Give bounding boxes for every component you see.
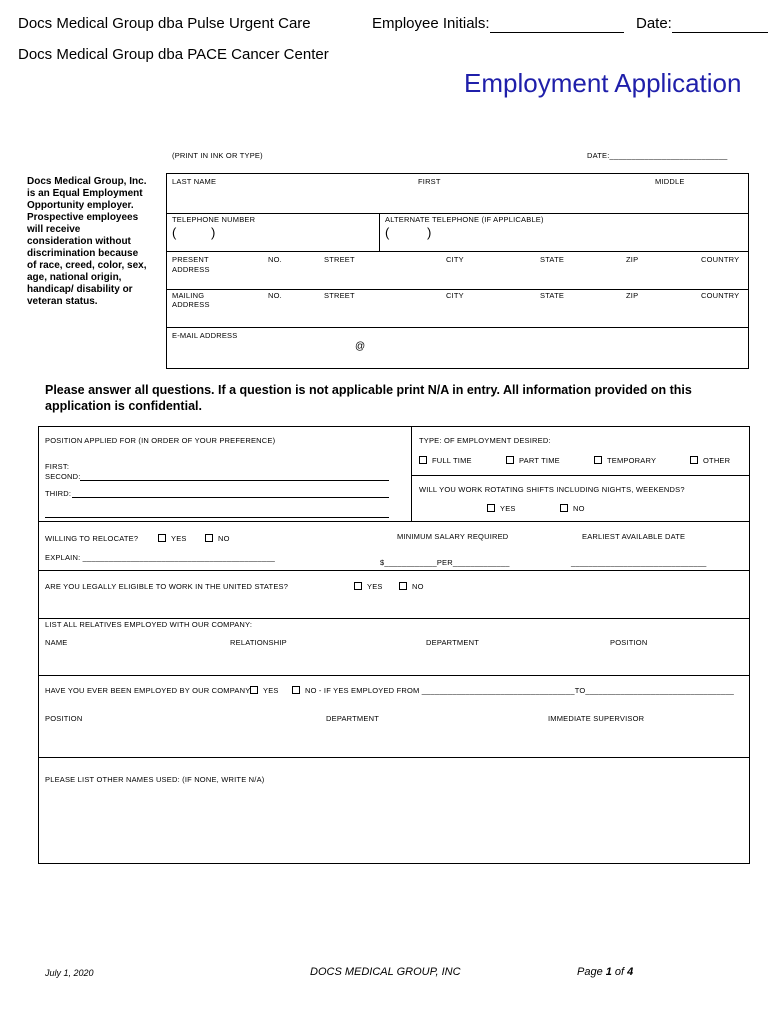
divider xyxy=(38,521,749,522)
personal-info-box xyxy=(166,173,749,369)
at-symbol: @ xyxy=(355,341,366,352)
paren-close: ) xyxy=(211,225,216,240)
state-label: STATE xyxy=(540,255,565,264)
divider xyxy=(166,213,748,214)
min-salary-field[interactable]: $____________PER_____________ xyxy=(380,558,510,567)
yes-label: YES xyxy=(171,534,187,543)
street-label: STREET xyxy=(324,291,355,300)
full-time-checkbox[interactable] xyxy=(419,456,472,465)
relocate-no-checkbox[interactable] xyxy=(205,534,230,543)
checkbox-icon xyxy=(292,686,300,694)
position-third-label: THIRD: xyxy=(45,489,72,498)
employed-question-text: HAVE YOU EVER BEEN EMPLOYED BY OUR COMPANY xyxy=(45,686,251,695)
present-label: PRESENT xyxy=(172,255,209,264)
zip-label: ZIP xyxy=(626,255,639,264)
checkbox-icon xyxy=(690,456,698,464)
employed-no-checkbox[interactable] xyxy=(292,686,734,695)
divider xyxy=(38,757,749,758)
company-line-2: Docs Medical Group dba PACE Cancer Center xyxy=(18,46,329,63)
street-label: STREET xyxy=(324,255,355,264)
min-salary-label: MINIMUM SALARY REQUIRED xyxy=(397,532,509,541)
no-label: NO. xyxy=(268,291,282,300)
header-date-label: Date: xyxy=(636,15,672,32)
middle-name-field[interactable]: MIDDLE xyxy=(655,177,685,186)
eeo-statement: Docs Medical Group, Inc. is an Equal Employment Opportunity employer. Prospective employees will receive consideration without discrimination because of race, creed, color, sex, age, national origin, handicap/ disability or veteran status. xyxy=(27,176,147,307)
divider xyxy=(379,213,380,251)
position-extra-field[interactable] xyxy=(45,517,389,518)
alt-telephone-field[interactable]: ALTERNATE TELEPHONE (IF APPLICABLE) xyxy=(385,215,544,224)
checkbox-icon xyxy=(399,582,407,590)
page-prefix: Page xyxy=(577,966,606,978)
checkbox-icon xyxy=(594,456,602,464)
employed-before-label xyxy=(45,686,250,695)
temporary-label: TEMPORARY xyxy=(607,456,657,465)
yes-label: YES xyxy=(263,686,279,695)
footer-company: DOCS MEDICAL GROUP, INC xyxy=(310,966,461,978)
footer-page-number xyxy=(577,966,633,978)
page-title: Employment Application xyxy=(464,68,742,98)
city-label: CITY xyxy=(446,255,464,264)
first-name-field[interactable]: FIRST xyxy=(418,177,441,186)
position-applied-label: POSITION APPLIED FOR (IN ORDER OF YOUR PREFERENCE) xyxy=(45,436,276,445)
last-name-field[interactable]: LAST NAME xyxy=(172,177,217,186)
relative-position-label: POSITION xyxy=(610,638,648,647)
relatives-heading: LIST ALL RELATIVES EMPLOYED WITH OUR COMPANY: xyxy=(45,620,253,629)
employed-yes-checkbox[interactable] xyxy=(250,686,279,695)
instructions-notice: Please answer all questions. If a question is not applicable print N/A in entry. All information provided on this application is confidential. xyxy=(45,383,692,413)
relative-name-label: NAME xyxy=(45,638,68,647)
divider xyxy=(411,426,412,521)
zip-label: ZIP xyxy=(626,291,639,300)
full-time-label: FULL TIME xyxy=(432,456,472,465)
other-checkbox[interactable] xyxy=(690,456,730,465)
position-first-label: FIRST: xyxy=(45,462,70,471)
paren-close: ) xyxy=(427,225,432,240)
print-note: (PRINT IN INK OR TYPE) xyxy=(172,151,263,160)
checkbox-icon xyxy=(205,534,213,542)
other-names-field[interactable]: PLEASE LIST OTHER NAMES USED: (IF NONE, WRITE N/A) xyxy=(45,775,265,784)
position-second-field[interactable] xyxy=(80,480,389,481)
yes-label: YES xyxy=(367,582,383,591)
earliest-date-field[interactable]: _______________________________ xyxy=(571,558,707,567)
page-num: 1 xyxy=(605,966,612,978)
divider xyxy=(166,327,748,328)
form-date-field[interactable]: DATE:___________________________ xyxy=(587,151,728,160)
divider xyxy=(166,251,748,252)
paren-open: ( xyxy=(172,225,177,240)
rotating-no-checkbox[interactable] xyxy=(560,504,585,513)
address-label: ADDRESS xyxy=(172,300,210,309)
checkbox-icon xyxy=(354,582,362,590)
temporary-checkbox[interactable] xyxy=(594,456,656,465)
yes-label: YES xyxy=(500,504,516,513)
part-time-checkbox[interactable] xyxy=(506,456,560,465)
divider xyxy=(38,618,749,619)
prev-supervisor-label: IMMEDIATE SUPERVISOR xyxy=(548,714,645,723)
country-label: COUNTRY xyxy=(701,255,740,264)
divider xyxy=(166,289,748,290)
mailing-label: MAILING xyxy=(172,291,205,300)
position-third-field[interactable] xyxy=(72,497,389,498)
address-label: ADDRESS xyxy=(172,265,210,274)
city-label: CITY xyxy=(446,291,464,300)
company-line-1: Docs Medical Group dba Pulse Urgent Care xyxy=(18,15,311,32)
checkbox-icon xyxy=(250,686,258,694)
no-label: NO xyxy=(573,504,585,513)
employed-from-to-field[interactable]: NO - IF YES EMPLOYED FROM ___________________________________TO__________________________________ xyxy=(305,686,735,695)
employee-initials-field[interactable] xyxy=(490,32,624,33)
employment-type-label: TYPE: OF EMPLOYMENT DESIRED: xyxy=(419,436,551,445)
checkbox-icon xyxy=(506,456,514,464)
header-date-field[interactable] xyxy=(672,32,768,33)
divider xyxy=(38,675,749,676)
rotating-yes-checkbox[interactable] xyxy=(487,504,516,513)
eligible-yes-checkbox[interactable] xyxy=(354,582,383,591)
relocate-yes-checkbox[interactable] xyxy=(158,534,187,543)
checkbox-icon xyxy=(487,504,495,512)
employee-initials-label: Employee Initials: xyxy=(372,15,490,32)
relative-department-label: DEPARTMENT xyxy=(426,638,479,647)
divider xyxy=(411,475,749,476)
email-field[interactable]: E-MAIL ADDRESS xyxy=(172,331,238,340)
page-total: 4 xyxy=(627,966,634,978)
telephone-field[interactable]: TELEPHONE NUMBER xyxy=(172,215,256,224)
footer-date: July 1, 2020 xyxy=(45,968,94,978)
eligible-label: ARE YOU LEGALLY ELIGIBLE TO WORK IN THE UNITED STATES? xyxy=(45,582,289,591)
relocate-explain-field[interactable]: EXPLAIN: ____________________________________________ xyxy=(45,553,275,562)
state-label: STATE xyxy=(540,291,565,300)
no-label: NO. xyxy=(268,255,282,264)
checkbox-icon xyxy=(560,504,568,512)
page-of: of xyxy=(611,966,628,978)
relocate-label: WILLING TO RELOCATE? xyxy=(45,534,139,543)
divider xyxy=(38,570,749,571)
position-second-label: SECOND: xyxy=(45,472,81,481)
prev-position-label: POSITION xyxy=(45,714,83,723)
checkbox-icon xyxy=(158,534,166,542)
no-label: NO xyxy=(218,534,230,543)
no-label: NO xyxy=(412,582,424,591)
prev-department-label: DEPARTMENT xyxy=(326,714,379,723)
part-time-label: PART TIME xyxy=(519,456,560,465)
rotating-shifts-label: WILL YOU WORK ROTATING SHIFTS INCLUDING NIGHTS, WEEKENDS? xyxy=(419,485,685,494)
earliest-date-label: EARLIEST AVAILABLE DATE xyxy=(582,532,686,541)
eligible-no-checkbox[interactable] xyxy=(399,582,424,591)
other-label: OTHER xyxy=(703,456,731,465)
relative-relationship-label: RELATIONSHIP xyxy=(230,638,287,647)
paren-open: ( xyxy=(385,225,390,240)
country-label: COUNTRY xyxy=(701,291,740,300)
checkbox-icon xyxy=(419,456,427,464)
